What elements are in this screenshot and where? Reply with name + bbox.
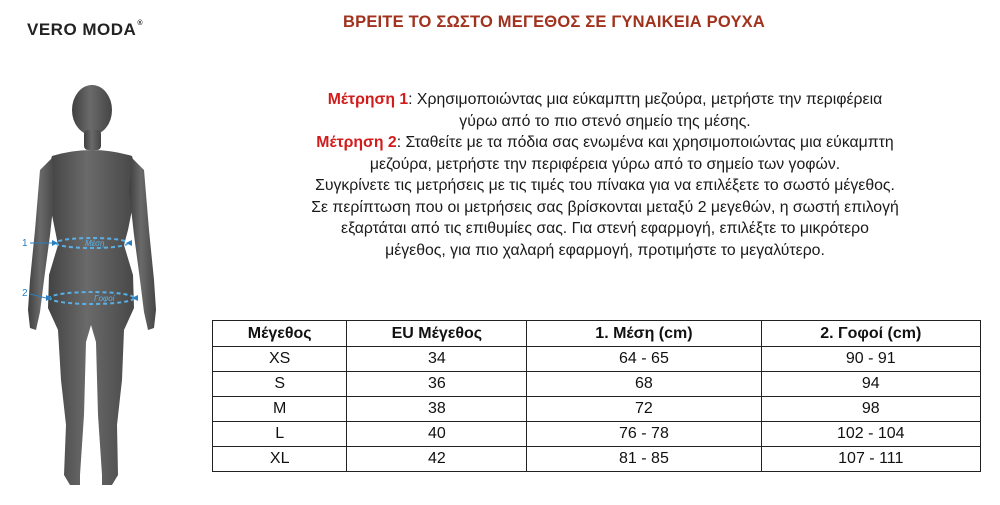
instruction-line-2: γύρω από το πιο στενό σημείο της μέσης.: [459, 112, 751, 130]
cell-eu-size: 42: [347, 447, 527, 472]
cell-waist: 81 - 85: [527, 447, 761, 472]
hip-marker-number: 2: [22, 288, 28, 299]
cell-waist: 64 - 65: [527, 347, 761, 372]
cell-waist: 76 - 78: [527, 422, 761, 447]
waist-marker-number: 1: [22, 238, 28, 249]
body-silhouette-figure: [0, 80, 210, 505]
silhouette-body: [28, 85, 156, 485]
cell-eu-size: 40: [347, 422, 527, 447]
cell-size: S: [213, 372, 347, 397]
cell-hips: 90 - 91: [761, 347, 980, 372]
instruction-line-6: Σε περίπτωση που οι μετρήσεις σας βρίσκονται μεταξύ 2 μεγεθών, η σωστή επιλογή: [311, 198, 899, 216]
instruction-line-3: [210, 132, 1000, 154]
table-row: [213, 372, 981, 397]
cell-eu-size: 34: [347, 347, 527, 372]
brand-logo: [27, 20, 143, 40]
instruction-line-1: [210, 89, 1000, 111]
cell-waist: 72: [527, 397, 761, 422]
registered-mark: ®: [137, 20, 144, 27]
table-row: [213, 397, 981, 422]
cell-size: XS: [213, 347, 347, 372]
table-row: [213, 347, 981, 372]
measure-1-label: Μέτρηση 1: [327, 91, 409, 108]
measure-1-text: : Χρησιμοποιώντας μια εύκαμπτη μεζούρα, μετρήστε την περιφέρεια: [408, 91, 883, 108]
cell-size: M: [213, 397, 347, 422]
cell-size: L: [213, 422, 347, 447]
cell-eu-size: 36: [347, 372, 527, 397]
hip-marker-label: Γοφοί: [94, 294, 115, 303]
header-eu-size: EU Μέγεθος: [347, 321, 527, 347]
cell-waist: 68: [527, 372, 761, 397]
header-hips: 2. Γοφοί (cm): [761, 321, 980, 347]
instruction-line-8: μέγεθος, για πιο χαλαρή εφαρμογή, προτιμήστε το μεγαλύτερο.: [385, 241, 825, 259]
brand-name: VERO MODA: [27, 20, 137, 39]
measure-2-text: : Σταθείτε με τα πόδια σας ενωμένα και χρησιμοποιώντας μια εύκαμπτη: [396, 134, 894, 151]
cell-hips: 94: [761, 372, 980, 397]
table-row: [213, 447, 981, 472]
cell-size: XL: [213, 447, 347, 472]
header-size: Μέγεθος: [213, 321, 347, 347]
page-title: ΒΡΕΙΤΕ ΤΟ ΣΩΣΤΟ ΜΕΓΕΘΟΣ ΣΕ ΓΥΝΑΙΚΕΙΑ ΡΟΥΧΑ: [343, 13, 765, 31]
cell-hips: 102 - 104: [761, 422, 980, 447]
measurement-instructions: [210, 89, 1000, 261]
instruction-line-5: Συγκρίνετε τις μετρήσεις με τις τιμές του πίνακα για να επιλέξετε το σωστό μέγεθος.: [315, 177, 895, 194]
header-waist: 1. Μέση (cm): [527, 321, 761, 347]
size-chart-table: [212, 320, 981, 472]
table-row: [213, 422, 981, 447]
measure-2-label: Μέτρηση 2: [316, 134, 397, 151]
table-header-row: [213, 321, 981, 347]
cell-hips: 107 - 111: [761, 447, 980, 472]
waist-marker-label: Μέση: [85, 239, 105, 248]
cell-eu-size: 38: [347, 397, 527, 422]
cell-hips: 98: [761, 397, 980, 422]
instruction-line-7: εξαρτάται από τις επιθυμίες σας. Για στενή εφαρμογή, επιλέξτε το μικρότερο: [341, 220, 869, 237]
instruction-line-4: μεζούρα, μετρήστε την περιφέρεια γύρω από το σημείο των γοφών.: [369, 155, 841, 173]
